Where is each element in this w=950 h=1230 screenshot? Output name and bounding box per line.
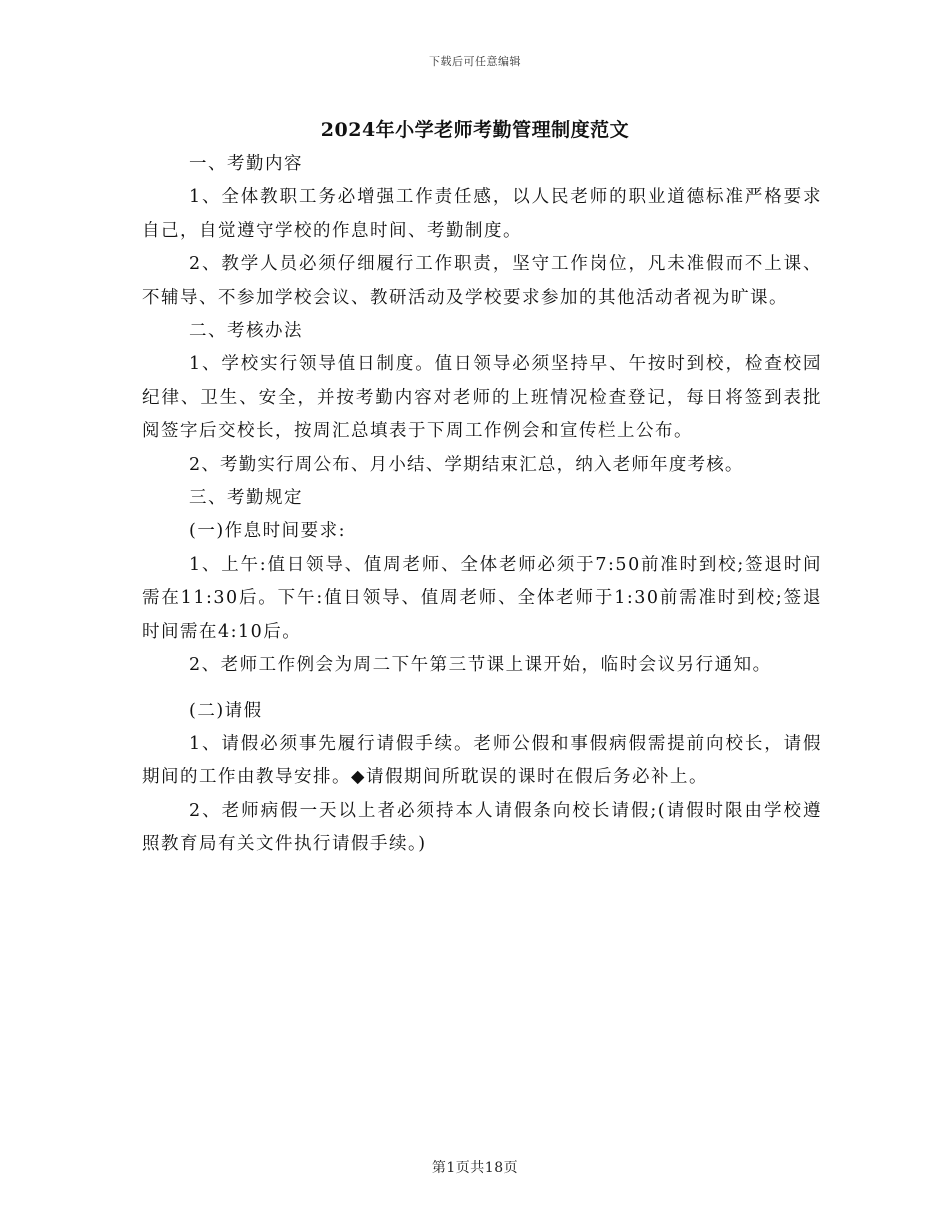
paragraph: 2、老师病假一天以上者必须持本人请假条向校长请假;(请假时限由学校遵照教育局有关文件执行请假手续。) bbox=[142, 800, 822, 855]
paragraph: 2、教学人员必须仔细履行工作职责，坚守工作岗位，凡未准假而不上课、不辅导、不参加学校会议、教研活动及学校要求参加的其他活动者视为旷课。 bbox=[142, 254, 822, 308]
section-heading-attendance-rules: 三、考勤规定 bbox=[189, 488, 303, 509]
paragraph: 2、考勤实行周公布、月小结、学期结束汇总，纳入老师年度考核。 bbox=[189, 454, 744, 475]
header-note: 下载后可任意编辑 bbox=[429, 55, 521, 68]
section-heading-attendance-content: 一、考勤内容 bbox=[189, 154, 303, 174]
paragraph: 2、老师工作例会为周二下午第三节课上课开始，临时会议另行通知。 bbox=[189, 655, 772, 676]
paragraph: 1、学校实行领导值日制度。值日领导必须坚持早、午按时到校，检查校园纪律、卫生、安全，并按考勤内容对老师的上班情况检查登记，每日将签到表批阅签字后交校长，按周汇总填表于下周工作例会和宣传栏上公布。 bbox=[142, 354, 822, 442]
document-title: 2024年小学老师考勤管理制度范文 bbox=[320, 119, 630, 141]
paragraph: 1、请假必须事先履行请假手续。老师公假和事假病假需提前向校长，请假期间的工作由教导安排。◆请假期间所耽误的课时在假后务必补上。 bbox=[142, 733, 822, 788]
document-body bbox=[142, 148, 822, 862]
subsection-heading-leave: (二)请假 bbox=[189, 700, 263, 721]
subsection-heading-schedule: (一)作息时间要求: bbox=[189, 521, 347, 542]
paragraph: 1、全体教职工务必增强工作责任感，以人民老师的职业道德标准严格要求自己，自觉遵守学校的作息时间、考勤制度。 bbox=[142, 187, 822, 241]
section-heading-assessment-method: 二、考核办法 bbox=[189, 321, 303, 342]
page-number: 第1页共18页 bbox=[431, 1160, 519, 1176]
paragraph: 1、上午:值日领导、值周老师、全体老师必须于7:50前准时到校;签退时间需在11:30后。下午:值日领导、值周老师、全体老师于1:30前需准时到校;签退时间需在4:10后。 bbox=[142, 554, 822, 642]
